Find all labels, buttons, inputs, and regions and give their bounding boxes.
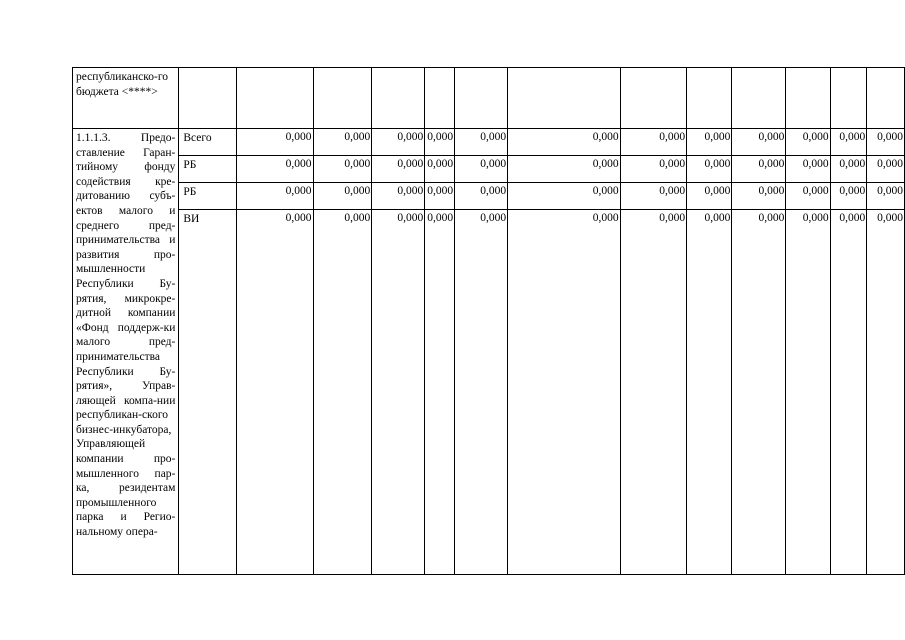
value-cell: 0,000 bbox=[425, 183, 455, 210]
value-cell bbox=[830, 68, 867, 129]
value-cell bbox=[786, 68, 830, 129]
value-cell bbox=[687, 68, 732, 129]
value-cell: 0,000 bbox=[867, 156, 905, 183]
value-cell bbox=[237, 68, 313, 129]
value-cell: 0,000 bbox=[372, 129, 425, 156]
value-cell: 0,000 bbox=[372, 210, 425, 575]
value-cell: 0,000 bbox=[687, 183, 732, 210]
item-description-cell bbox=[73, 129, 179, 575]
value-cell: 0,000 bbox=[867, 210, 905, 575]
value-cell: 0,000 bbox=[786, 210, 830, 575]
value-cell: 0,000 bbox=[732, 210, 786, 575]
value-cell: 0,000 bbox=[313, 210, 372, 575]
value-cell: 0,000 bbox=[372, 183, 425, 210]
value-cell: 0,000 bbox=[313, 183, 372, 210]
value-cell: 0,000 bbox=[620, 156, 686, 183]
value-cell: 0,000 bbox=[455, 156, 508, 183]
value-cell: 0,000 bbox=[830, 183, 867, 210]
value-cell bbox=[372, 68, 425, 129]
table-row bbox=[73, 156, 905, 183]
value-cell: 0,000 bbox=[425, 129, 455, 156]
table-row-header-continuation bbox=[73, 68, 905, 129]
value-cell: 0,000 bbox=[687, 156, 732, 183]
value-cell bbox=[508, 68, 621, 129]
source-cell bbox=[179, 68, 237, 129]
value-cell: 0,000 bbox=[455, 183, 508, 210]
value-cell: 0,000 bbox=[508, 129, 621, 156]
value-cell: 0,000 bbox=[732, 156, 786, 183]
value-cell: 0,000 bbox=[620, 129, 686, 156]
source-cell: Всего bbox=[179, 129, 237, 156]
item-description-text: 1.1.1.3. Предо-ставление Гаран-тийному фонду содействия кре-дитованию субъ-ектов малого и среднего пред-принимательства и развития про-мышленности Республики Бу-рятия, микрокре-дитной компании «Фонд поддерж-ки малого пред-принимательства Республики Бу-рятия», Управ-ляющей компа-нии республикан-ского бизнес-инкубатора, Управляющей компании про-мышленного пар-ка, резидентам промышленного парка и Регио-нальному опера- bbox=[76, 132, 176, 539]
item-description-text: республиканско-го бюджета <****> bbox=[76, 71, 168, 98]
value-cell: 0,000 bbox=[508, 183, 621, 210]
value-cell: 0,000 bbox=[237, 129, 313, 156]
value-cell: 0,000 bbox=[786, 129, 830, 156]
table-row bbox=[73, 183, 905, 210]
value-cell: 0,000 bbox=[786, 156, 830, 183]
value-cell: 0,000 bbox=[867, 129, 905, 156]
value-cell: 0,000 bbox=[732, 129, 786, 156]
value-cell: 0,000 bbox=[830, 129, 867, 156]
value-cell: 0,000 bbox=[313, 129, 372, 156]
value-cell: 0,000 bbox=[237, 156, 313, 183]
value-cell: 0,000 bbox=[687, 210, 732, 575]
value-cell: 0,000 bbox=[620, 183, 686, 210]
value-cell bbox=[867, 68, 905, 129]
value-cell: 0,000 bbox=[237, 183, 313, 210]
value-cell bbox=[313, 68, 372, 129]
value-cell: 0,000 bbox=[786, 183, 830, 210]
value-cell bbox=[425, 68, 455, 129]
value-cell: 0,000 bbox=[867, 183, 905, 210]
value-cell: 0,000 bbox=[687, 129, 732, 156]
source-cell: ВИ bbox=[179, 210, 237, 575]
value-cell: 0,000 bbox=[830, 156, 867, 183]
value-cell: 0,000 bbox=[620, 210, 686, 575]
source-cell: РБ bbox=[179, 183, 237, 210]
value-cell: 0,000 bbox=[455, 129, 508, 156]
value-cell bbox=[620, 68, 686, 129]
value-cell bbox=[455, 68, 508, 129]
value-cell: 0,000 bbox=[508, 156, 621, 183]
value-cell: 0,000 bbox=[425, 156, 455, 183]
value-cell: 0,000 bbox=[508, 210, 621, 575]
value-cell: 0,000 bbox=[313, 156, 372, 183]
budget-table bbox=[72, 67, 905, 575]
table-row bbox=[73, 210, 905, 575]
value-cell: 0,000 bbox=[732, 183, 786, 210]
value-cell: 0,000 bbox=[830, 210, 867, 575]
item-description-cell bbox=[73, 68, 179, 129]
table-row bbox=[73, 129, 905, 156]
value-cell: 0,000 bbox=[425, 210, 455, 575]
value-cell bbox=[732, 68, 786, 129]
value-cell: 0,000 bbox=[455, 210, 508, 575]
source-cell: РБ bbox=[179, 156, 237, 183]
value-cell: 0,000 bbox=[237, 210, 313, 575]
value-cell: 0,000 bbox=[372, 156, 425, 183]
